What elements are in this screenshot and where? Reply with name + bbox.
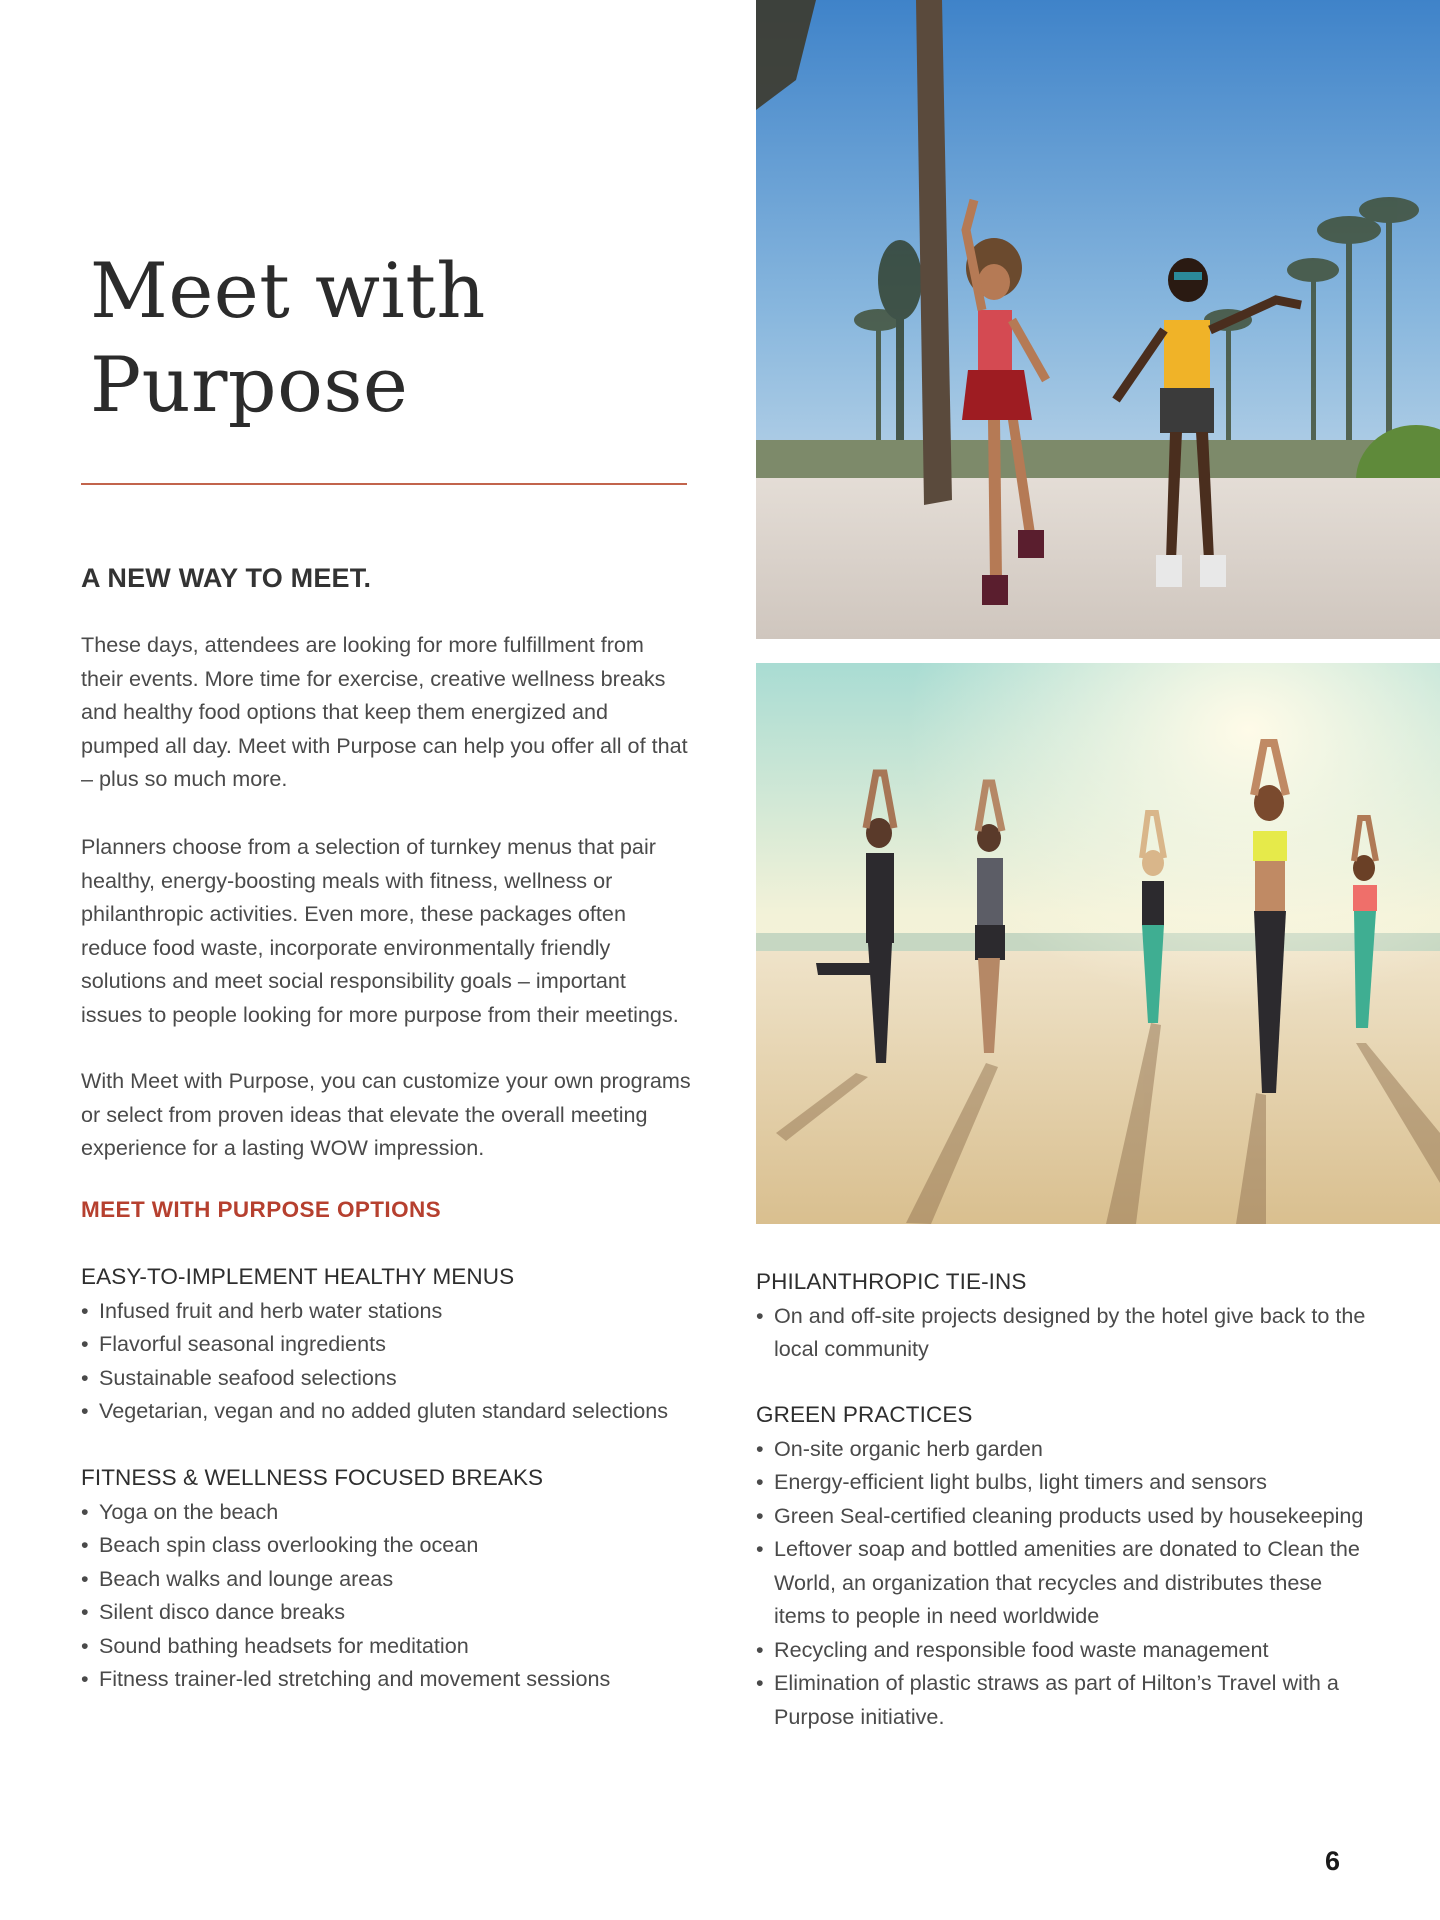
section-heading: FITNESS & WELLNESS FOCUSED BREAKS (81, 1465, 544, 1490)
intro-paragraph-2: Planners choose from a selection of turnkey menus that pair healthy, energy-boosting meals with fitness, wellness or philanthropic activities. Even more, these packages often reduce food waste, incorporate environmentally friendly solutions and meet social responsibility goals – important issues to people looking for more purpose from their meetings. (81, 834, 679, 1027)
list-item: • Flavorful seasonal ingredients (81, 1327, 701, 1361)
bullet-list (756, 1299, 1376, 1366)
options-heading: MEET WITH PURPOSE OPTIONS (81, 1197, 442, 1222)
roller-skaters-photo (756, 0, 1440, 639)
list-item: • Yoga on the beach (81, 1495, 701, 1529)
list-item: • Sustainable seafood selections (81, 1361, 701, 1395)
intro-paragraph-3: With Meet with Purpose, you can customize your own programs or select from proven ideas that elevate the overall meeting experience for a lasting WOW impression. (81, 1068, 691, 1160)
intro-paragraph-1: These days, attendees are looking for more fulfillment from their events. More time for exercise, creative wellness breaks and healthy food options that keep them energized and pumped all day. Meet with Purpose can help you offer all of that – plus so much more. (81, 632, 688, 791)
list-item: • On-site organic herb garden (756, 1432, 1376, 1466)
list-item: • Silent disco dance breaks (81, 1595, 701, 1629)
list-item: • Energy-efficient light bulbs, light timers and sensors (756, 1465, 1376, 1499)
green-practices-section (756, 1398, 1376, 1733)
list-item: • Recycling and responsible food waste management (756, 1633, 1376, 1667)
list-item: • Beach walks and lounge areas (81, 1562, 701, 1596)
bullet-list (81, 1495, 701, 1696)
section-subheading: A NEW WAY TO MEET. (81, 563, 372, 593)
list-item: • On and off-site projects designed by the hotel give back to the local community (756, 1299, 1376, 1366)
list-item: • Leftover soap and bottled amenities are donated to Clean the World, an organization that recycles and distributes these items to people in need worldwide (756, 1532, 1376, 1633)
list-item: • Infused fruit and herb water stations (81, 1294, 701, 1328)
bullet-list (756, 1432, 1376, 1734)
list-item: • Sound bathing headsets for meditation (81, 1629, 701, 1663)
section-heading: EASY-TO-IMPLEMENT HEALTHY MENUS (81, 1264, 515, 1289)
list-item: • Elimination of plastic straws as part of Hilton’s Travel with a Purpose initiative. (756, 1666, 1376, 1733)
list-item: • Beach spin class overlooking the ocean (81, 1528, 701, 1562)
title-divider (81, 483, 687, 485)
section-heading: GREEN PRACTICES (756, 1402, 973, 1427)
page-title (90, 244, 650, 432)
bullet-list (81, 1294, 701, 1428)
section-heading: PHILANTHROPIC TIE-INS (756, 1269, 1027, 1294)
philanthropic-section (756, 1265, 1376, 1366)
list-item: • Vegetarian, vegan and no added gluten standard selections (81, 1394, 701, 1428)
page-number: 6 (1324, 1846, 1340, 1876)
list-item: • Fitness trainer-led stretching and movement sessions (81, 1662, 701, 1696)
list-item: • Green Seal-certified cleaning products used by housekeeping (756, 1499, 1376, 1533)
beach-yoga-photo (756, 663, 1440, 1224)
title-line-1: Meet with (90, 246, 486, 335)
fitness-breaks-section (81, 1461, 701, 1696)
healthy-menus-section (81, 1260, 701, 1428)
title-line-2: Purpose (90, 340, 409, 429)
